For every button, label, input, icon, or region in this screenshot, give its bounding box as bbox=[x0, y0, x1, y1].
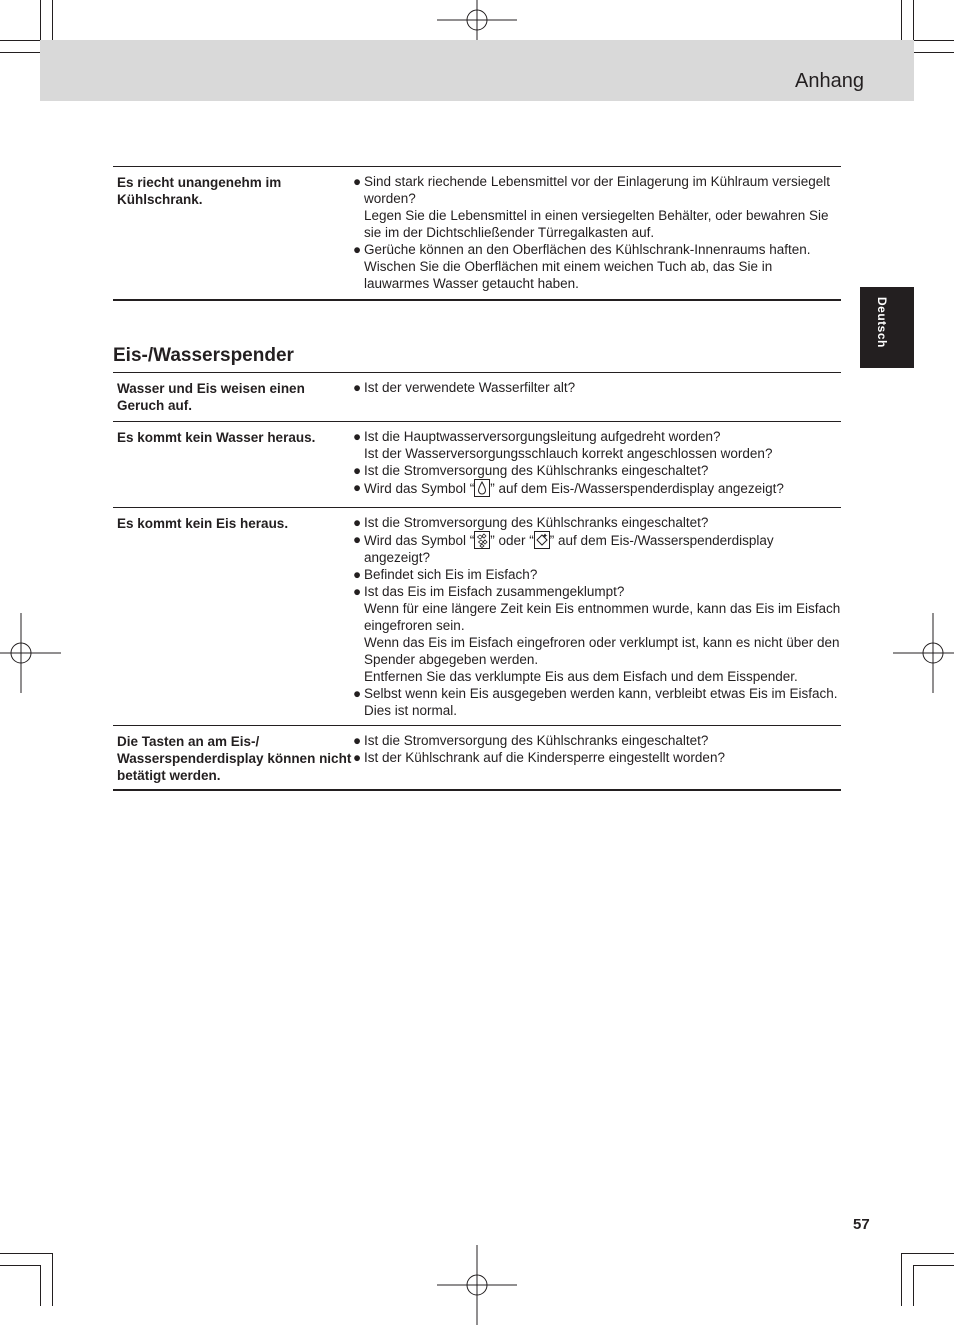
remedy-item bbox=[353, 379, 841, 396]
problem-cell: Es kommt kein Wasser heraus. bbox=[117, 430, 316, 445]
troubleshooting-table-odor bbox=[113, 166, 841, 301]
bullet-icon: ● bbox=[353, 174, 362, 189]
ice-cube-icon bbox=[534, 531, 550, 549]
problem-cell: Die Tasten an am Eis-/ Wasserspenderdisplay können nicht betätigt werden. bbox=[117, 734, 352, 783]
table-row bbox=[113, 507, 841, 725]
remedy-item bbox=[353, 732, 841, 749]
registration-mark-icon bbox=[0, 613, 61, 693]
table-row bbox=[113, 421, 841, 507]
bullet-icon: ● bbox=[353, 429, 362, 444]
remedy-text: Befindet sich Eis im Eisfach? bbox=[364, 567, 538, 582]
remedy-text: Wenn für eine längere Zeit kein Eis entnommen wurde, kann das Eis im Eisfach eingefroren sein. bbox=[364, 601, 841, 633]
table-row bbox=[113, 167, 841, 299]
bullet-icon: ● bbox=[353, 686, 362, 701]
language-tab bbox=[860, 287, 914, 368]
remedy-text: Ist das Eis im Eisfach zusammengeklumpt? bbox=[364, 584, 625, 599]
remedy-text: Selbst wenn kein Eis ausgegeben werden kann, verbleibt etwas Eis im Eisfach. Dies ist normal. bbox=[364, 686, 838, 718]
bullet-icon: ● bbox=[353, 463, 362, 478]
troubleshooting-table-dispenser bbox=[113, 372, 841, 791]
bullet-icon: ● bbox=[353, 480, 362, 495]
page-number: 57 bbox=[853, 1216, 870, 1233]
section-heading: Eis-/Wasserspender bbox=[113, 345, 294, 366]
remedy-item bbox=[353, 428, 841, 462]
remedy-item bbox=[353, 566, 841, 583]
remedy-item bbox=[353, 749, 841, 766]
remedy-cell bbox=[353, 422, 841, 507]
registration-mark-icon bbox=[893, 613, 954, 693]
table-row bbox=[113, 373, 841, 421]
remedy-text: Wenn das Eis im Eisfach eingefroren oder verklumpt ist, kann es nicht über den Spender abgegeben werden. bbox=[364, 635, 840, 667]
remedy-item bbox=[353, 685, 841, 719]
remedy-text: Ist der verwendete Wasserfilter alt? bbox=[364, 380, 576, 395]
remedy-text: Gerüche können an den Oberflächen des Kühlschrank-Innenraums haften. Wischen Sie die Oberflächen mit einem weichen Tuch ab, das Sie in lauwarmes Wasser getaucht haben. bbox=[364, 242, 811, 291]
remedy-text: Ist die Hauptwasserversorgungsleitung aufgedreht worden? bbox=[364, 429, 721, 444]
bullet-icon: ● bbox=[353, 733, 362, 748]
remedy-text: Sind stark riechende Lebensmittel vor der Einlagerung im Kühlraum versiegelt worden? bbox=[364, 174, 830, 206]
bullet-icon: ● bbox=[353, 567, 362, 582]
language-tab-label: Deutsch bbox=[875, 297, 889, 348]
remedy-item bbox=[353, 173, 841, 241]
remedy-text: Ist die Stromversorgung des Kühlschranks eingeschaltet? bbox=[364, 463, 709, 478]
remedy-text: ” oder “ bbox=[490, 533, 534, 548]
table-row bbox=[113, 725, 841, 789]
problem-cell: Wasser und Eis weisen einen Geruch auf. bbox=[117, 381, 305, 413]
remedy-text: Ist der Kühlschrank auf die Kindersperre eingestellt worden? bbox=[364, 750, 725, 765]
remedy-item bbox=[353, 583, 841, 685]
registration-mark-icon bbox=[437, 1245, 517, 1325]
bullet-icon: ● bbox=[353, 380, 362, 395]
remedy-text: Ist der Wasserversorgungsschlauch korrekt angeschlossen worden? bbox=[364, 446, 773, 461]
bullet-icon: ● bbox=[353, 584, 362, 599]
remedy-cell bbox=[353, 373, 841, 421]
remedy-text: Ist die Stromversorgung des Kühlschranks eingeschaltet? bbox=[364, 515, 709, 530]
bullet-icon: ● bbox=[353, 242, 362, 257]
bullet-icon: ● bbox=[353, 515, 362, 530]
remedy-item bbox=[353, 479, 841, 497]
remedy-text: Ist die Stromversorgung des Kühlschranks eingeschaltet? bbox=[364, 733, 709, 748]
bullet-icon: ● bbox=[353, 750, 362, 765]
remedy-cell bbox=[353, 508, 841, 725]
problem-cell: Es kommt kein Eis heraus. bbox=[117, 516, 289, 531]
crushed-ice-icon bbox=[474, 531, 490, 549]
section-title: Anhang bbox=[795, 70, 864, 92]
header-band bbox=[40, 40, 914, 101]
remedy-item bbox=[353, 462, 841, 479]
water-drop-icon bbox=[474, 479, 490, 497]
remedy-text: Wird das Symbol “ bbox=[364, 481, 475, 496]
remedy-item bbox=[353, 241, 841, 292]
remedy-text: ” auf dem Eis-/Wasserspenderdisplay angezeigt? bbox=[364, 533, 774, 565]
problem-cell: Es riecht unangenehm im Kühlschrank. bbox=[117, 175, 282, 207]
remedy-cell bbox=[353, 726, 841, 789]
remedy-text: ” auf dem Eis-/Wasserspenderdisplay angezeigt? bbox=[490, 481, 784, 496]
remedy-cell bbox=[353, 167, 841, 299]
remedy-text: Entfernen Sie das verklumpte Eis aus dem Eisfach und dem Eisspender. bbox=[364, 669, 798, 684]
remedy-item bbox=[353, 514, 841, 531]
remedy-text: Legen Sie die Lebensmittel in einen versiegelten Behälter, oder bewahren Sie sie im der Dichtschließender Türregalkasten auf. bbox=[364, 208, 829, 240]
remedy-text: Wird das Symbol “ bbox=[364, 533, 475, 548]
remedy-item bbox=[353, 531, 841, 566]
bullet-icon: ● bbox=[353, 532, 362, 547]
